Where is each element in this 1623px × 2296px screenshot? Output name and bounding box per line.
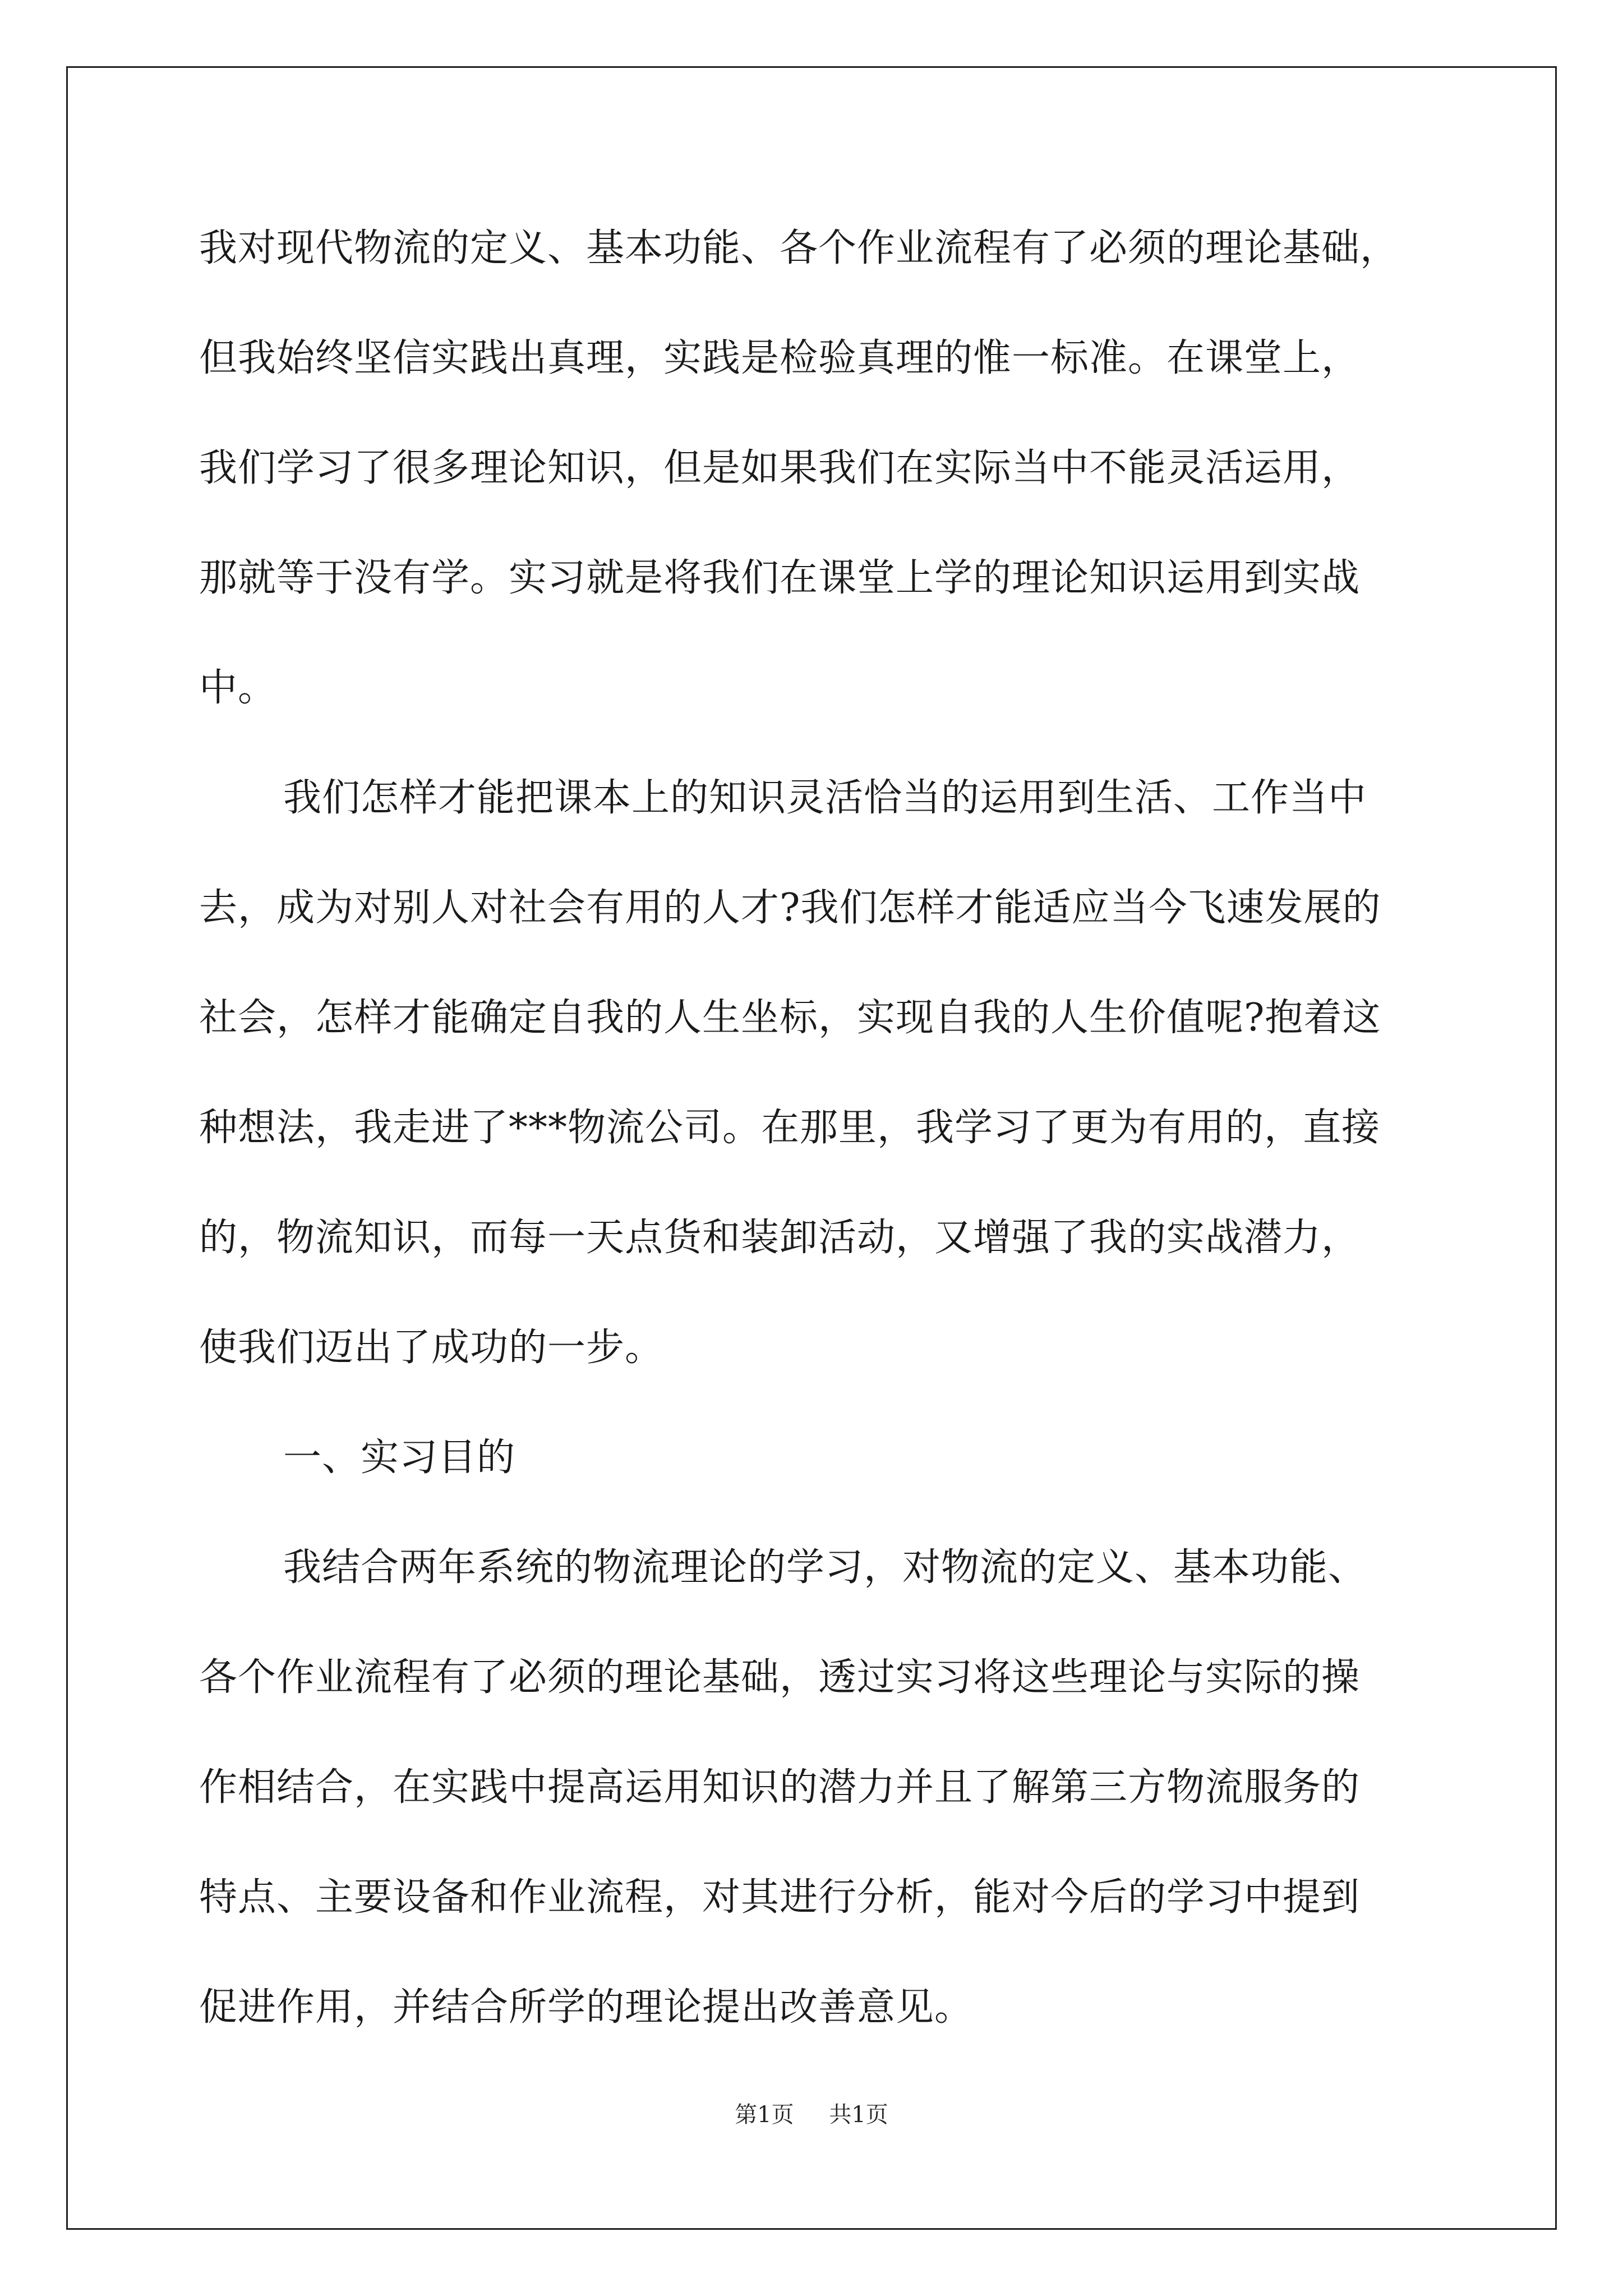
- text-line: 种想法，我走进了***物流公司。在那里，我学习了更为有用的，直接: [199, 1106, 1381, 1150]
- text-line: 去，成为对别人对社会有用的人才?我们怎样才能适应当今飞速发展的: [199, 886, 1381, 930]
- page-number-total: 共1页: [829, 2102, 888, 2128]
- text-line: 中。: [199, 666, 277, 710]
- paragraph-start-line: 我们怎样才能把课本上的知识灵活恰当的运用到生活、工作当中: [283, 776, 1367, 820]
- paragraph-start-line: 我结合两年系统的物流理论的学习，对物流的定义、基本功能、: [283, 1545, 1367, 1590]
- page-footer: [0, 2097, 1623, 2129]
- text-line: 特点、主要设备和作业流程，对其进行分析，能对今后的学习中提到: [199, 1875, 1361, 1920]
- text-line: 作相结合，在实践中提高运用知识的潜力并且了解第三方物流服务的: [199, 1765, 1361, 1810]
- text-line: 那就等于没有学。实习就是将我们在课堂上学的理论知识运用到实战: [199, 556, 1361, 600]
- text-line: 促进作用，并结合所学的理论提出改善意见。: [199, 1985, 974, 2030]
- text-line: 我们学习了很多理论知识，但是如果我们在实际当中不能灵活运用，: [199, 446, 1361, 490]
- document-body: [199, 194, 1433, 2063]
- text-line: 但我始终坚信实践出真理，实践是检验真理的惟一标准。在课堂上，: [199, 336, 1361, 380]
- text-line: 使我们迈出了成功的一步。: [199, 1326, 664, 1370]
- section-heading: 一、实习目的: [283, 1435, 516, 1480]
- text-line: 社会，怎样才能确定自我的人生坐标，实现自我的人生价值呢?抱着这: [199, 996, 1381, 1040]
- text-line: 我对现代物流的定义、基本功能、各个作业流程有了必须的理论基础，: [199, 226, 1399, 270]
- text-line: 各个作业流程有了必须的理论基础，透过实习将这些理论与实际的操: [199, 1655, 1361, 1700]
- text-line: 的，物流知识，而每一天点货和装卸活动，又增强了我的实战潜力，: [199, 1216, 1361, 1260]
- page-number-current: 第1页: [735, 2102, 794, 2128]
